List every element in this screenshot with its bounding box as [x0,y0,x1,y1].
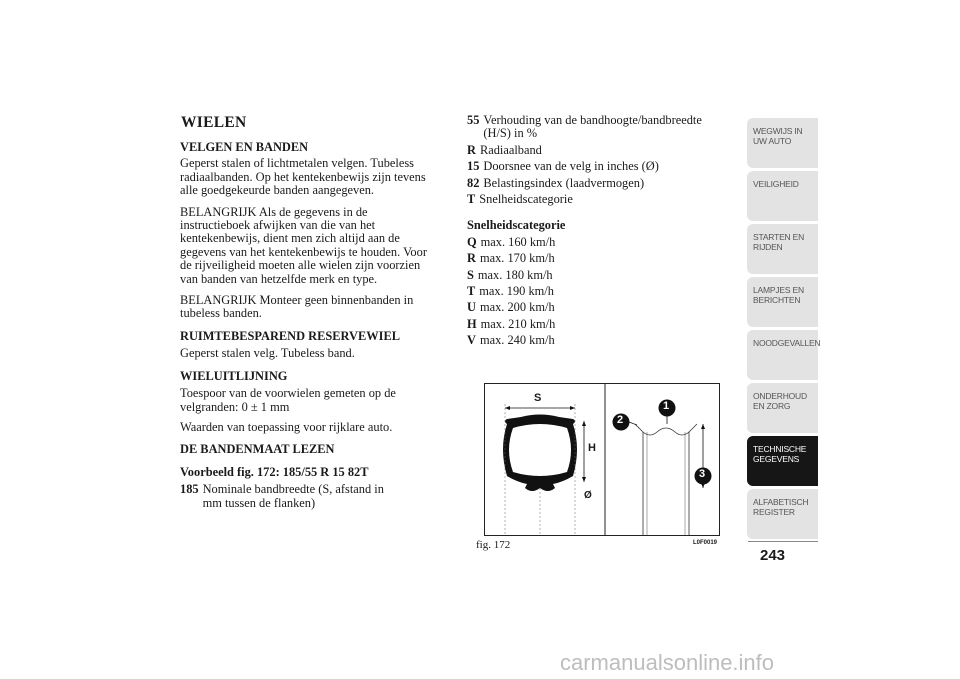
tire-diagram [485,384,719,535]
item-value: Nominale bandbreedte (S, afstand in mm tussen de flanken) [202,482,384,510]
list-item [467,144,727,157]
tab-veiligheid[interactable] [747,171,818,221]
item-key: 82 [467,175,480,190]
item-value: Snelheidscategorie [479,192,573,207]
tab-register[interactable] [747,489,818,539]
speed-item [467,252,727,265]
callout-1-label: 1 [663,400,670,412]
tab-technische-gegevens[interactable] [747,436,818,486]
rim-profile [635,424,697,535]
tab-lampjes[interactable] [747,277,818,327]
tab-label: TECHNISCHE GEGEVENS [753,444,807,464]
right-column [467,114,727,348]
label-h: H [588,442,596,454]
tab-label: ALFABETISCH REGISTER [753,497,809,517]
paragraph-uitlijning-2: Waarden van toepassing voor rijklare auto. [180,419,393,434]
speed-key: V [467,333,476,348]
tab-label: NOODGEVALLEN [753,338,821,348]
speed-item [467,318,727,331]
callout-leader [629,422,637,425]
speed-key: Q [467,234,477,249]
callout-2-label: 2 [617,414,624,426]
item-key: T [467,192,476,207]
arrow-left [505,406,510,410]
label-s: S [534,392,542,404]
watermark: carmanualsonline.info [560,650,775,675]
speed-item [467,301,727,314]
left-column [180,141,433,510]
arrow-up [701,424,705,429]
item-value: Radiaalband [479,142,542,157]
item-key: 185 [180,482,199,497]
tab-onderhoud[interactable] [747,383,818,433]
heading-reserve: RUIMTEBESPAREND RESERVEWIEL [180,328,400,343]
tab-label: VEILIGHEID [753,179,799,189]
tab-label: LAMPJES EN BERICHTEN [753,285,804,305]
paragraph-uitlijning-1: Toespoor van de voorwielen gemeten op de velgranden: 0 ± 1 mm [180,386,396,414]
paragraph-reserve: Geperst stalen velg. Tubeless band. [180,346,355,361]
paragraph-belangrijk-2: BELANGRIJK Monteer geen binnenbanden in tubeless banden. [180,293,414,321]
speed-key: H [467,316,477,331]
tab-label: STARTEN EN RIJDEN [753,232,805,252]
speed-value: max. 210 km/h [480,316,556,331]
tire-figure [484,383,720,536]
paragraph-velgen: Geperst stalen of lichtmetalen velgen. Tubeless radiaalbanden. Op het kentekenbewijs zijn tevens alle goedgekeurde banden aangegeven. [180,156,426,198]
list-item [180,483,433,510]
rim-bead [643,428,689,435]
speed-value: max. 240 km/h [479,333,555,348]
speed-key: U [467,300,476,315]
paragraph-belangrijk-1: BELANGRIJK Als de gegevens in de instructieboek afwijken van die van het kentekenbewijs, dient men zich altijd aan de gegevens van het kentekenbewijs te houden. Voor de rijveiligheid moeten alle wielen zijn voorzien van banden van hetzelfde merk en type. [180,204,427,286]
figure-code: L0F0019 [693,540,718,546]
speed-value: max. 200 km/h [479,300,555,315]
speed-item [467,269,727,282]
tab-wegwijs[interactable] [747,118,818,168]
tab-label: WEGWIJS IN UW AUTO [753,126,803,146]
list-item [467,114,727,141]
tab-starten[interactable] [747,224,818,274]
page-title: WIELEN [181,114,247,131]
list-item [467,177,727,190]
speed-key: T [467,284,476,299]
heading-voorbeeld: Voorbeeld fig. 172: 185/55 R 15 82T [180,464,369,479]
speed-key: S [467,267,474,282]
heading-uitlijning: WIELUITLIJNING [180,368,288,383]
item-value: Belastingsindex (laadvermogen) [483,175,645,190]
page-number: 243 [760,547,786,564]
item-key: R [467,142,476,157]
item-key: 55 [467,113,480,127]
speed-item [467,285,727,298]
speed-item [467,236,727,249]
speed-value: max. 180 km/h [477,267,553,282]
tire-inner [509,424,571,476]
speed-value: max. 170 km/h [479,251,555,266]
speed-value: max. 160 km/h [480,234,556,249]
item-value: Doorsnee van de velg in inches (Ø) [483,159,659,174]
arrow-down [582,477,586,482]
list-item [467,160,727,173]
speed-item [467,334,727,347]
tab-label: ONDERHOUD EN ZORG [753,391,807,411]
heading-velgen: VELGEN EN BANDEN [180,140,309,154]
item-key: 15 [467,159,480,174]
item-value: Verhouding van de bandhoogte/bandbreedte (H/S) in % [483,113,702,141]
callout-3-label: 3 [699,468,706,480]
figure-caption: fig. 172 [476,539,511,551]
label-diameter: Ø [584,490,592,501]
tab-noodgevallen[interactable] [747,330,821,380]
heading-lezen: DE BANDENMAAT LEZEN [180,442,335,457]
list-item [467,193,727,206]
speed-key: R [467,251,476,266]
arrow-up [582,421,586,426]
arrow-right [570,406,575,410]
speed-value: max. 190 km/h [479,284,554,299]
divider [748,541,818,542]
heading-snelheid: Snelheidscategorie [467,218,566,233]
